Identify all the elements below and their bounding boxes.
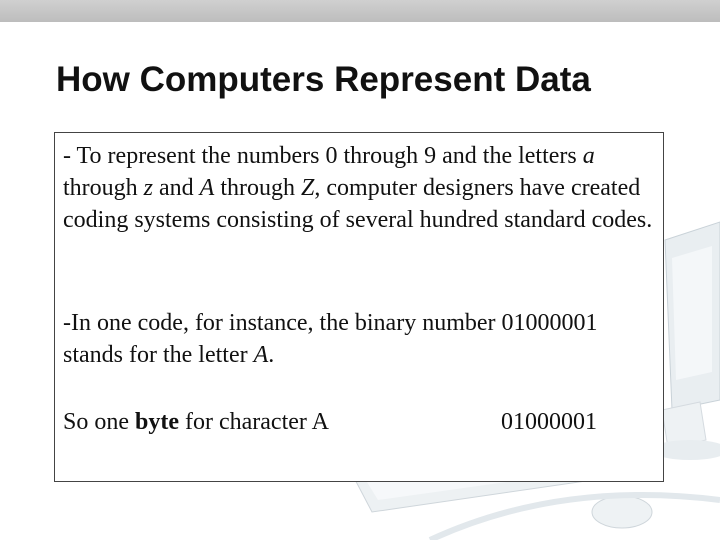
italic-letter: A: [253, 342, 269, 368]
binary-code-value: 01000001: [501, 409, 597, 435]
text-segment: and: [153, 175, 200, 201]
italic-letter: z: [143, 175, 154, 201]
bold-term: byte: [135, 409, 179, 435]
slide-title: How Computers Represent Data: [56, 60, 591, 99]
text-segment: - To represent the numbers 0 through 9 and the letters: [63, 143, 583, 169]
text-segment: , computer designers have created coding systems consisting of several hundred standard codes.: [63, 175, 653, 233]
text-segment: for character A: [179, 409, 329, 435]
text-segment: through: [214, 175, 302, 201]
italic-letter: A: [199, 175, 215, 201]
text-segment: through: [63, 175, 144, 201]
paragraph-coding-systems: [63, 140, 661, 236]
text-segment: So one: [63, 409, 135, 435]
paragraph-byte-example: [63, 406, 661, 438]
content-box: [54, 132, 664, 482]
paragraph-binary-example: [63, 307, 661, 371]
italic-letter: a: [582, 143, 595, 169]
italic-letter: Z: [301, 175, 315, 201]
text-segment: -In one code, for instance, the binary number 01000001 stands for the letter: [63, 310, 598, 368]
text-segment: .: [268, 342, 275, 368]
